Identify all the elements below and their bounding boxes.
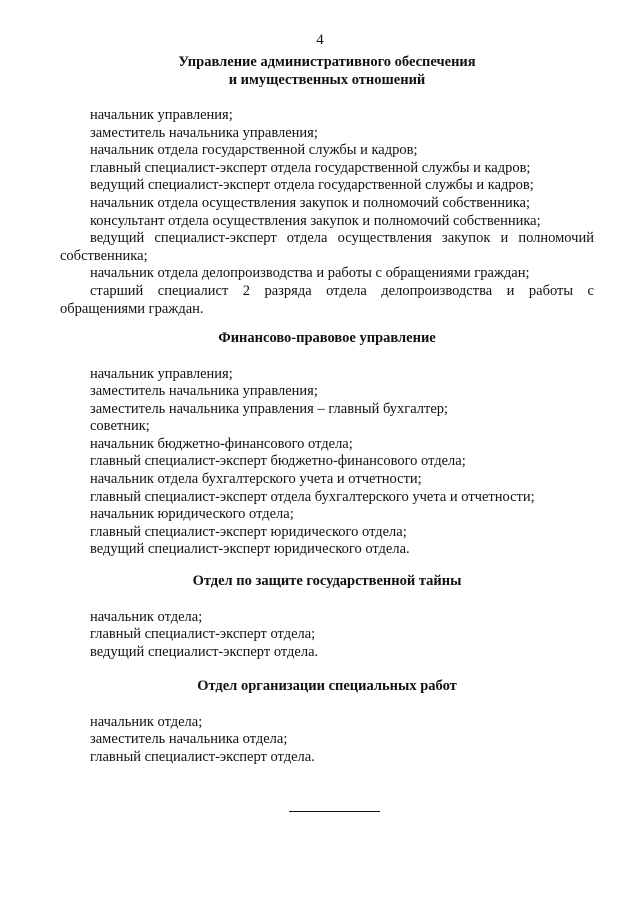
list-item: начальник отдела осуществления закупок и полномочий собственника; (90, 194, 530, 211)
list-item: советник; (90, 418, 150, 435)
section-state-secret (60, 573, 594, 661)
list-item: старший специалист 2 разряда отдела делопроизводства и работы с обращениями граждан. (60, 282, 594, 317)
list-item: начальник отдела; (90, 713, 203, 730)
section-heading (60, 573, 594, 591)
list-item: консультант отдела осуществления закупок и полномочий собственника; (90, 212, 541, 229)
heading-line: Финансово-правовое управление (218, 330, 436, 346)
list-item: начальник бюджетно-финансового отдела; (90, 435, 353, 452)
position-list (60, 107, 594, 318)
list-item: главный специалист-эксперт отдела; (90, 626, 316, 643)
list-item: главный специалист-эксперт бюджетно-финансового отдела; (90, 453, 466, 470)
section-finance-legal (60, 330, 594, 559)
list-item: главный специалист-эксперт отдела. (90, 748, 315, 765)
list-item: главный специалист-эксперт юридического отдела; (90, 523, 407, 540)
section-administrative (60, 54, 594, 318)
list-item: ведущий специалист-эксперт отдела осуществления закупок и полномочий собственника; (60, 230, 594, 264)
end-divider (289, 811, 380, 812)
list-item: начальник отдела государственной службы и кадров; (90, 142, 418, 159)
list-item: заместитель начальника управления; (90, 383, 318, 400)
list-item: заместитель начальника управления – главный бухгалтер; (90, 400, 449, 417)
list-item: главный специалист-эксперт отдела бухгалтерского учета и отчетности; (90, 488, 535, 505)
section-heading (60, 54, 594, 89)
list-item: начальник юридического отдела; (90, 506, 294, 523)
list-item: ведущий специалист-эксперт отдела. (90, 643, 319, 660)
list-item: заместитель начальника отдела; (90, 731, 288, 748)
heading-line: Отдел организации специальных работ (197, 678, 457, 694)
list-item: начальник отдела; (90, 608, 203, 625)
page-number: 4 (316, 32, 324, 48)
list-item: начальник управления; (90, 365, 233, 382)
list-item: ведущий специалист-эксперт отдела государственной службы и кадров; (90, 177, 534, 194)
position-list (60, 366, 594, 560)
section-heading (60, 678, 594, 696)
position-list (60, 609, 594, 662)
list-item: начальник отдела бухгалтерского учета и отчетности; (90, 471, 422, 488)
list-item: заместитель начальника управления; (90, 124, 318, 141)
list-item: начальник отдела делопроизводства и работы с обращениями граждан; (90, 265, 530, 282)
section-special-works (60, 678, 594, 766)
position-list (60, 714, 594, 767)
heading-line: и имущественных отношений (228, 71, 426, 88)
heading-line: Отдел по защите государственной тайны (192, 573, 462, 589)
heading-line: Управление административного обеспечения (178, 54, 476, 70)
list-item: начальник управления; (90, 107, 233, 123)
list-item: ведущий специалист-эксперт юридического отдела. (90, 541, 410, 558)
list-item: главный специалист-эксперт отдела государственной службы и кадров; (90, 159, 531, 176)
section-heading (60, 330, 594, 348)
